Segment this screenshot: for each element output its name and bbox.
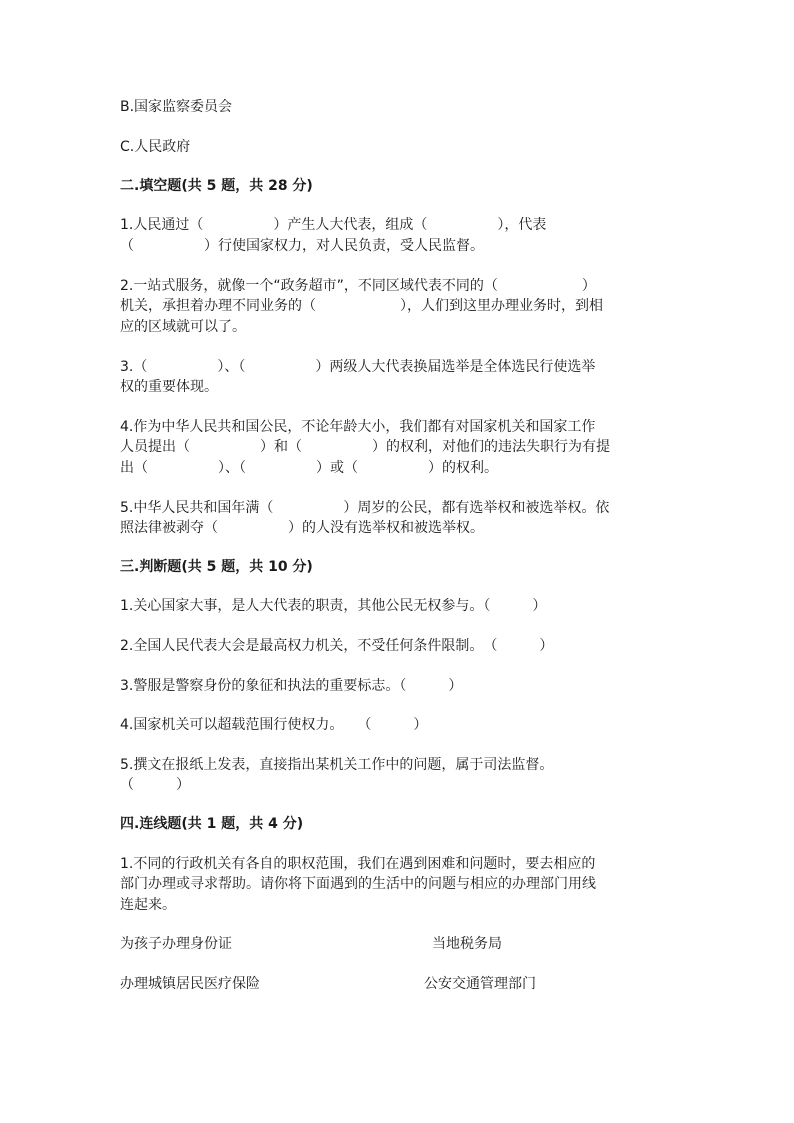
match-q1-line1: 1.不同的行政机关有各自的职权范围，我们在遇到困难和问题时，要去相应的 — [120, 856, 596, 872]
fill-q1-line2: （ ）行使国家权力，对人民负责，受人民监督。 — [120, 238, 484, 254]
match-q1-line2: 部门办理或寻求帮助。请你将下面遇到的生活中的问题与相应的办理部门用线 — [120, 876, 596, 892]
fill-q2-line2: 机关，承担着办理不同业务的（ ），人们到这里办理业务时，到相 — [120, 298, 603, 314]
option-c: C.人民政府 — [120, 139, 191, 155]
match-left-item-1: 为孩子办理身份证 — [120, 936, 232, 952]
fill-q4-line1: 4.作为中华人民共和国公民，不论年龄大小，我们都有对国家机关和国家工作 — [120, 419, 596, 435]
fill-q3-line1: 3.（ ）、（ ）两级人大代表换届选举是全体选民行使选举 — [120, 359, 596, 375]
section-fill-blank-heading: 二.填空题(共 5 题，共 28 分) — [120, 178, 313, 194]
fill-q2-line1: 2.一站式服务，就像一个“政务超市”，不同区域代表不同的（ ） — [120, 278, 596, 294]
match-right-item-2: 公安交通管理部门 — [424, 976, 536, 992]
judge-q1: 1.关心国家大事，是人大代表的职责，其他公民无权参与。（ ） — [120, 598, 547, 614]
judge-q5-line2: （ ） — [120, 777, 190, 793]
fill-q3-line2: 权的重要体现。 — [120, 379, 218, 395]
judge-q3: 3.警服是警察身份的象征和执法的重要标志。（ ） — [120, 678, 463, 694]
match-q1-line3: 连起来。 — [120, 897, 176, 913]
section-matching-heading: 四.连线题(共 1 题，共 4 分) — [120, 816, 304, 832]
judge-q2: 2.全国人民代表大会是最高权力机关，不受任何条件限制。 （ ） — [120, 638, 554, 654]
fill-q2-line3: 应的区域就可以了。 — [120, 319, 246, 335]
fill-q4-line2: 人员提出（ ）和（ ）的权利，对他们的违法失职行为有提 — [120, 439, 610, 455]
section-judge-heading: 三.判断题(共 5 题，共 10 分) — [120, 559, 313, 575]
fill-q4-line3: 出（ ）、（ ）或（ ）的权利。 — [120, 460, 498, 476]
judge-q4: 4.国家机关可以超载范围行使权力。 （ ） — [120, 717, 428, 733]
fill-q5-line2: 照法律被剥夺（ ）的人没有选举权和被选举权。 — [120, 520, 484, 536]
fill-q1-line1: 1.人民通过（ ）产生人大代表，组成（ ），代表 — [120, 217, 547, 233]
fill-q5-line1: 5.中华人民共和国年满（ ）周岁的公民，都有选举权和被选举权。依 — [120, 500, 610, 516]
option-b: B.国家监察委员会 — [120, 99, 233, 115]
match-left-item-2: 办理城镇居民医疗保险 — [120, 976, 260, 992]
judge-q5-line1: 5.撰文在报纸上发表，直接指出某机关工作中的问题，属于司法监督。 — [120, 757, 554, 773]
match-right-item-1: 当地税务局 — [432, 936, 502, 952]
